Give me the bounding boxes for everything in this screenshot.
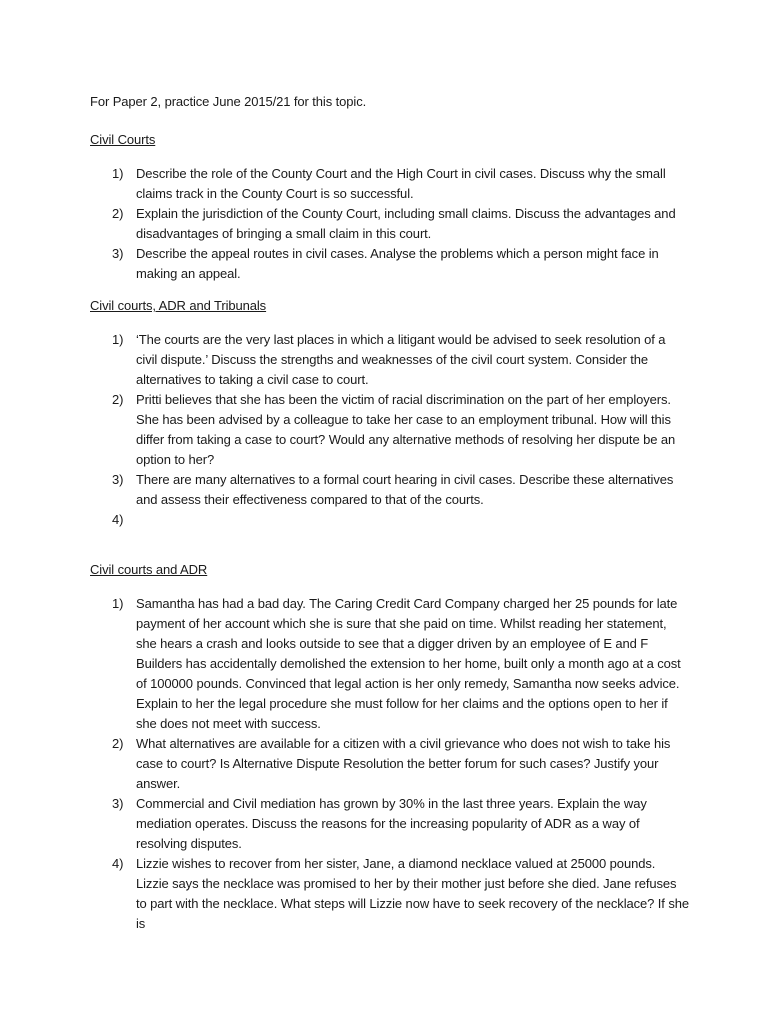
intro-text: For Paper 2, practice June 2015/21 for this topic. — [90, 94, 367, 109]
question-number: 3) — [112, 796, 124, 811]
section-civil-courts-adr-tribunals — [90, 296, 690, 530]
question-number: 4) — [112, 512, 124, 527]
question-text: There are many alternatives to a formal court hearing in civil cases. Describe these alternatives and assess their effectiveness compared to that of the courts. — [136, 472, 674, 507]
question-item — [90, 510, 690, 530]
question-number: 2) — [112, 392, 124, 407]
section-heading: Civil courts, ADR and Tribunals — [90, 298, 267, 313]
question-number: 2) — [112, 206, 124, 221]
question-item — [90, 164, 690, 204]
question-text: Explain the jurisdiction of the County Court, including small claims. Discuss the advantages and disadvantages of bringing a small claim in this court. — [136, 206, 676, 241]
section-heading: Civil Courts — [90, 132, 156, 147]
question-list — [90, 594, 690, 934]
question-list — [90, 164, 690, 284]
question-list — [90, 330, 690, 530]
question-item — [90, 594, 690, 734]
question-number: 3) — [112, 246, 124, 261]
question-text: Commercial and Civil mediation has grown by 30% in the last three years. Explain the way mediation operates. Discuss the reasons for the increasing popularity of ADR as a way of resolving disputes. — [136, 796, 647, 851]
question-item — [90, 854, 690, 934]
section-civil-courts — [90, 130, 690, 284]
question-text: Describe the appeal routes in civil cases. Analyse the problems which a person might face in making an appeal. — [136, 246, 659, 281]
question-number: 1) — [112, 332, 124, 347]
section-civil-courts-and-adr — [90, 560, 690, 934]
question-text: Pritti believes that she has been the victim of racial discrimination on the part of her employers. She has been advised by a colleague to take her case to an employment tribunal. How will this differ from taking a case to court? Would any alternative methods of resolving her dispute be an option to her? — [136, 392, 676, 467]
question-item — [90, 470, 690, 510]
section-heading: Civil courts and ADR — [90, 562, 208, 577]
question-text: Lizzie wishes to recover from her sister, Jane, a diamond necklace valued at 25000 pounds. Lizzie says the necklace was promised to her by their mother just before she died. Jane refuses to part with the necklace. What steps will Lizzie now have to seek recovery of the necklace? If she is — [136, 856, 689, 931]
question-text: ‘The courts are the very last places in which a litigant would be advised to seek resolution of a civil dispute.’ Discuss the strengths and weaknesses of the civil court system. Consider the alternatives to taking a civil case to court. — [136, 332, 666, 387]
question-item — [90, 244, 690, 284]
question-item — [90, 330, 690, 390]
question-item — [90, 204, 690, 244]
question-text — [136, 512, 140, 527]
question-number: 3) — [112, 472, 124, 487]
question-item — [90, 390, 690, 470]
question-number: 2) — [112, 736, 124, 751]
question-number: 1) — [112, 596, 124, 611]
question-text: Describe the role of the County Court and the High Court in civil cases. Discuss why the small claims track in the County Court is so successful. — [136, 166, 666, 201]
question-item — [90, 794, 690, 854]
question-number: 1) — [112, 166, 124, 181]
document-body — [90, 92, 690, 934]
question-item — [90, 734, 690, 794]
question-text: Samantha has had a bad day. The Caring Credit Card Company charged her 25 pounds for late payment of her account which she is sure that she paid on time. Whilst reading her statement, she hears a crash and looks outside to see that a digger driven by an employee of E and F Builders has accidentally demolished the extension to her home, built only a month ago at a cost of 100000 pounds. Convinced that legal action is her only remedy, Samantha now seeks advice. Explain to her the legal procedure she must follow for her claims and the options open to her if she does not meet with success. — [136, 596, 681, 731]
question-number: 4) — [112, 856, 124, 871]
question-text: What alternatives are available for a citizen with a civil grievance who does not wish to take his case to court? Is Alternative Dispute Resolution the better forum for such cases? Justify your answer. — [136, 736, 671, 791]
